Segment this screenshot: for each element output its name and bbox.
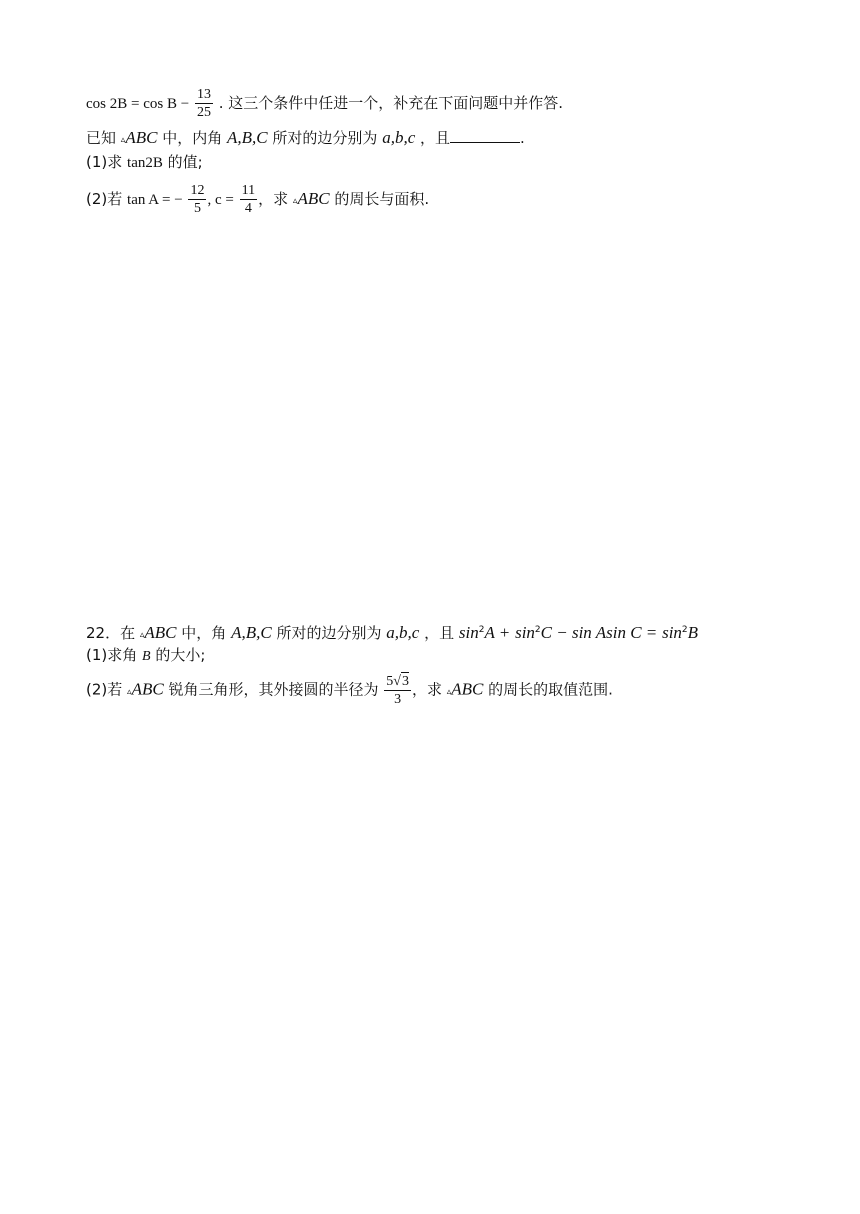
p1-prefix: (1)求: [86, 153, 123, 171]
q22-p1-suffix: 的大小;: [155, 646, 206, 664]
q21-condition-line: [86, 86, 563, 121]
p2-tanA: tan A = −: [127, 192, 183, 208]
p2-fraction-1: [188, 182, 206, 217]
triangle-name: ABC: [297, 189, 330, 208]
radius-root: 3: [401, 674, 409, 689]
eq-A: A +: [484, 623, 511, 642]
p2-frac1-num: 12: [190, 183, 205, 198]
cond-frac-num: 13: [196, 87, 211, 102]
known-end: ，且: [420, 129, 451, 147]
q22-p2-mid2: ，求: [411, 680, 442, 699]
cond-formula-lhs: cos 2B = cos B −: [86, 96, 190, 112]
triangle-symbol: ▵: [139, 630, 145, 640]
q22-sides: a,b,c: [386, 623, 420, 642]
p1-math: tan2B: [127, 155, 163, 171]
cond-text: . 这三个条件中任进一个，补充在下面问题中并作答.: [218, 94, 564, 112]
p2-frac1-den: 5: [193, 201, 201, 216]
triangle-name: ABC: [144, 623, 177, 642]
p2-suffix: 的周长与面积.: [334, 190, 430, 208]
known-mid: 中，内角: [162, 129, 223, 147]
p2-c: , c =: [207, 192, 234, 208]
known-mid2: 所对的边分别为: [272, 129, 378, 147]
p2-fraction-2: [240, 182, 257, 217]
q22-p2-mid: 锐角三角形，其外接圆的半径为: [168, 680, 379, 699]
q22-mid2: 所对的边分别为: [276, 624, 382, 642]
radius-fraction: [384, 672, 411, 708]
eq-C: C − sin Asin C =: [540, 623, 658, 642]
triangle-symbol: ▵: [446, 686, 452, 697]
q22-part1: [86, 645, 205, 667]
triangle-name: ABC: [451, 679, 484, 699]
q22-part2: [86, 672, 613, 708]
q22-number: 22．在: [86, 624, 136, 642]
q22-mid1: 中，角: [181, 624, 227, 642]
triangle-symbol: ▵: [127, 686, 132, 697]
q21-part2: [86, 182, 429, 217]
triangle-name: ABC: [125, 128, 158, 147]
eq-sin-1: sin: [458, 623, 479, 642]
p1-suffix: 的值;: [167, 153, 203, 171]
radius-denominator: 3: [394, 692, 402, 707]
q21-known-line: [86, 128, 525, 151]
q22-mid3: ，且: [424, 624, 455, 642]
cond-fraction: [195, 86, 213, 121]
triangle-symbol: ▵: [120, 135, 126, 145]
eq-sin-3: sin: [662, 623, 682, 642]
radius-coef: 5: [386, 674, 394, 689]
q22-p1-prefix: (1)求角: [86, 646, 138, 664]
q22-stem: 22．在 ▵ABC 中，角 A,B,C 所对的边分别为 a,b,c ，且 $\sin^2A + \sin^2C - \sin Asin$ $C = \sin^2B$: [86, 623, 699, 642]
answer-blank[interactable]: [450, 128, 520, 143]
q22-angles: A,B,C: [231, 623, 272, 642]
radius-numerator: 5√3: [386, 674, 409, 689]
angles: A,B,C: [227, 128, 268, 147]
triangle-symbol: ▵: [292, 196, 298, 206]
q22-p2-suffix: 的周长的取值范围.: [488, 680, 613, 699]
cond-frac-den: 25: [196, 105, 211, 120]
p2-mid: ，求: [258, 190, 289, 208]
q21-part1: [86, 152, 203, 173]
triangle-name: ABC: [131, 679, 164, 699]
p2-frac2-den: 4: [244, 201, 252, 216]
p2-prefix: (2)若: [86, 190, 123, 208]
q22-p2-prefix: (2)若: [86, 680, 123, 699]
q22-p1-B: B: [142, 649, 151, 664]
sides: a,b,c: [382, 128, 416, 147]
known-tail: .: [520, 129, 525, 147]
eq-B: B: [687, 623, 699, 642]
eq-sin-2: sin: [515, 623, 535, 642]
known-prefix: 已知: [86, 129, 117, 147]
p2-frac2-num: 11: [241, 183, 256, 198]
